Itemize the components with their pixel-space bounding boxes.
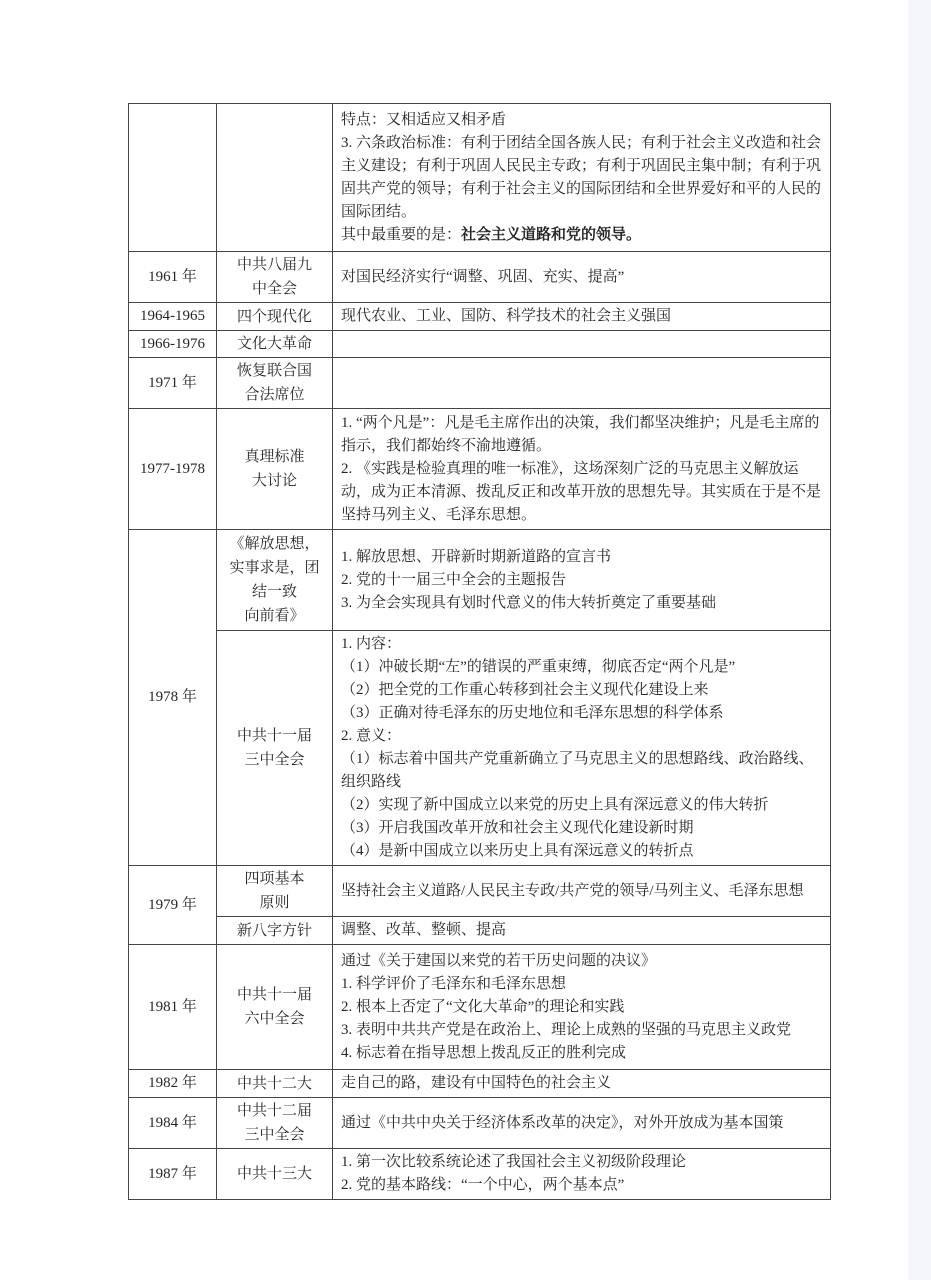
year-cell: 1964-1965	[129, 303, 217, 331]
year-cell: 1978 年	[129, 530, 217, 866]
viewer-background-strip	[908, 0, 931, 1280]
event-cell: 中共十一届 六中全会	[217, 945, 333, 1070]
event-cell	[217, 104, 333, 252]
content-cell: 现代农业、工业、国防、科学技术的社会主义强国	[333, 303, 831, 331]
table-row-1981	[129, 945, 831, 1070]
year-cell: 1977-1978	[129, 409, 217, 530]
year-cell: 1987 年	[129, 1149, 217, 1200]
content-lines: 特点：又相适应又相矛盾 3. 六条政治标准：有利于团结全国各族人民；有利于社会主义改造和社会主义建设；有利于巩固人民民主专政；有利于巩固民主集中制；有利于巩固共产党的领导；有利于社会主义的国际团结和全世界爱好和平的人民的国际团结。	[341, 111, 822, 220]
event-cell: 《解放思想， 实事求是，团 结一致 向前看》	[217, 530, 333, 631]
table-row-1977	[129, 409, 831, 530]
year-cell: 1982 年	[129, 1070, 217, 1098]
table-row-1966	[129, 331, 831, 358]
year-cell: 1984 年	[129, 1098, 217, 1149]
table-row-1961	[129, 252, 831, 303]
table-row-1979b	[129, 917, 831, 945]
table-row-1964	[129, 303, 831, 331]
table-row-1971	[129, 358, 831, 409]
table-row-1979a	[129, 866, 831, 917]
content-cell: 1. 解放思想、开辟新时期新道路的宣言书 2. 党的十一届三中全会的主题报告 3. 为全会实现具有划时代意义的伟大转折奠定了重要基础	[333, 530, 831, 631]
content-cell: 调整、改革、整顿、提高	[333, 917, 831, 945]
content-cell: 通过《关于建国以来党的若干历史问题的决议》 1. 科学评价了毛泽东和毛泽东思想 2. 根本上否定了“文化大革命”的理论和实践 3. 表明中共共产党是在政治上、理论上成熟的坚强的马克思主义政党 4. 标志着在指导思想上拨乱反正的胜利完成	[333, 945, 831, 1070]
year-cell	[129, 104, 217, 252]
event-cell: 四个现代化	[217, 303, 333, 331]
year-cell: 1981 年	[129, 945, 217, 1070]
content-cell: 对国民经济实行“调整、巩固、充实、提高”	[333, 252, 831, 303]
year-cell: 1971 年	[129, 358, 217, 409]
table-row-1978a	[129, 530, 831, 631]
content-cell: 坚持社会主义道路/人民民主专政/共产党的领导/马列主义、毛泽东思想	[333, 866, 831, 917]
content-cell: 通过《中共中央关于经济体系改革的决定》，对外开放成为基本国策	[333, 1098, 831, 1149]
table-row-1987	[129, 1149, 831, 1200]
table-row-continuation	[129, 104, 831, 252]
event-cell: 中共十三大	[217, 1149, 333, 1200]
emphasis-prefix: 其中最重要的是：	[341, 226, 462, 243]
table-row-1984	[129, 1098, 831, 1149]
emphasis-bold-text: 社会主义道路和党的领导。	[461, 226, 642, 243]
event-cell: 真理标准 大讨论	[217, 409, 333, 530]
event-cell: 中共八届九 中全会	[217, 252, 333, 303]
event-cell: 恢复联合国 合法席位	[217, 358, 333, 409]
event-cell: 中共十二大	[217, 1070, 333, 1098]
content-cell: 1. 第一次比较系统论述了我国社会主义初级阶段理论 2. 党的基本路线：“一个中心，两个基本点”	[333, 1149, 831, 1200]
content-cell	[333, 331, 831, 358]
table-row-1978b	[129, 631, 831, 866]
history-timeline-table	[128, 103, 831, 1200]
content-cell: 走自己的路，建设有中国特色的社会主义	[333, 1070, 831, 1098]
content-cell	[333, 104, 831, 252]
year-cell: 1966-1976	[129, 331, 217, 358]
event-cell: 四项基本 原则	[217, 866, 333, 917]
event-cell: 新八字方针	[217, 917, 333, 945]
event-cell: 中共十二届 三中全会	[217, 1098, 333, 1149]
content-cell	[333, 358, 831, 409]
year-cell: 1979 年	[129, 866, 217, 945]
content-cell: 1. “两个凡是”：凡是毛主席作出的决策，我们都坚决维护；凡是毛主席的指示，我们都始终不渝地遵循。 2. 《实践是检验真理的唯一标准》，这场深刻广泛的马克思主义解放运动，成为正本清源、拨乱反正和改革开放的思想先导。其实质在于是不是坚持马列主义、毛泽东思想。	[333, 409, 831, 530]
content-emphasis-line	[341, 224, 822, 247]
event-cell: 文化大革命	[217, 331, 333, 358]
year-cell: 1961 年	[129, 252, 217, 303]
content-cell: 1. 内容： （1）冲破长期“左”的错误的严重束缚，彻底否定“两个凡是” （2）把全党的工作重心转移到社会主义现代化建设上来 （3）正确对待毛泽东的历史地位和毛泽东思想的科学体系 2. 意义： （1）标志着中国共产党重新确立了马克思主义的思想路线、政治路线、组织路线 （2）实现了新中国成立以来党的历史上具有深远意义的伟大转折 （3）开启我国改革开放和社会主义现代化建设新时期 （4）是新中国成立以来历史上具有深远意义的转折点	[333, 631, 831, 866]
table-row-1982	[129, 1070, 831, 1098]
event-cell: 中共十一届 三中全会	[217, 631, 333, 866]
